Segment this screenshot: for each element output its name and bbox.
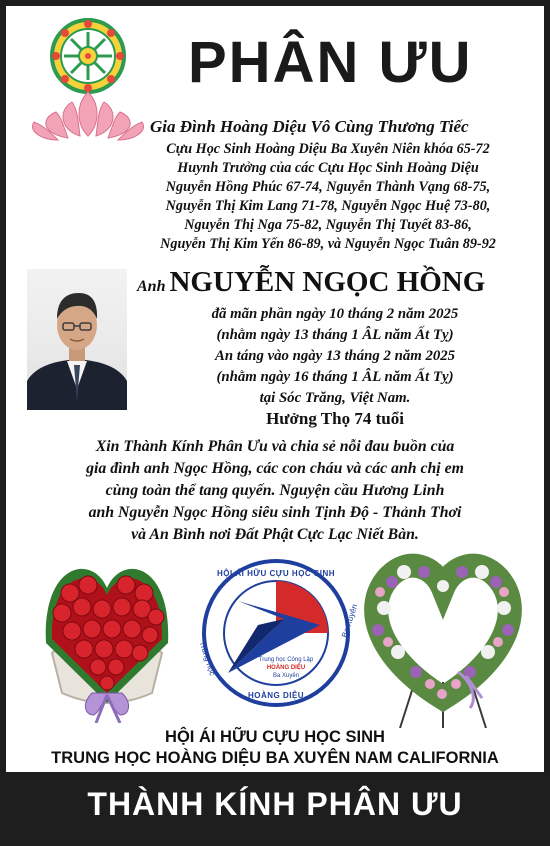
dharma-wheel-lotus-icon <box>28 12 148 144</box>
heart-wreath-icon <box>358 548 528 728</box>
deceased-name: NGUYỄN NGỌC HỒNG <box>169 266 486 298</box>
info-line: An táng vào ngày 13 tháng 2 năm 2025 <box>214 348 456 364</box>
list-line: Nguyễn Thị Kim Yến 86-89, và Nguyễn Ngọc Tuân 89-92 <box>160 236 496 252</box>
info-line: (nhằm ngày 13 tháng 1 ÂL năm Ất Tỵ) <box>216 327 454 343</box>
list-line: Nguyễn Thị Kim Lang 71-78, Nguyễn Ngọc Huệ 73-80, <box>165 198 491 214</box>
footer-condolence-text: THÀNH KÍNH PHÂN ƯU <box>87 786 463 822</box>
logo-ring-right-text: Ba Xuyên <box>340 602 360 639</box>
death-burial-info <box>140 304 530 409</box>
info-line: đã mãn phần ngày 10 tháng 2 năm 2025 <box>211 306 459 322</box>
logo-ring-bottom-text: HOÀNG DIỆU <box>247 691 305 700</box>
condolence-line: cùng toàn thể tang quyến. Nguyện cầu Hương Linh <box>105 482 445 499</box>
family-mourning-line: Gia Đình Hoàng Diệu Vô Cùng Thương Tiếc <box>150 117 469 136</box>
condolence-message <box>60 436 490 546</box>
deceased-name-row <box>137 266 485 299</box>
logo-inner-line: HOÀNG DIỆU <box>266 665 306 671</box>
association-name-line-1: HỘI ÁI HỮU CỰU HỌC SINH <box>165 728 385 746</box>
logo-inner-line: Trung học Công Lập <box>258 657 314 663</box>
logo-inner-line: Ba Xuyên <box>272 673 300 679</box>
list-line: Cựu Học Sinh Hoàng Diệu Ba Xuyên Niên khóa 65-72 <box>166 141 490 157</box>
family-members-list <box>118 140 538 254</box>
deceased-portrait-photo <box>27 269 127 410</box>
logo-ring-left-text: Trung học <box>197 640 218 677</box>
list-line: Huynh Trưởng của các Cựu Học Sinh Hoàng Diệu <box>177 160 479 176</box>
condolence-line: và An Bình nơi Đất Phật Cực Lạc Niết Bàn. <box>131 526 419 543</box>
list-line: Nguyễn Thị Nga 75-82, Nguyễn Thị Tuyết 83-86, <box>184 217 472 233</box>
logo-ring-top-text: HỘI ÁI HỮU CỰU HỌC SINH <box>216 569 336 578</box>
info-line: tại Sóc Trăng, Việt Nam. <box>259 390 411 406</box>
condolence-line: Xin Thành Kính Phân Ưu và chia sẻ nỗi đau buồn của <box>95 438 455 455</box>
list-line: Nguyễn Hồng Phúc 67-74, Nguyễn Thành Vạng 68-75, <box>165 179 491 195</box>
logo-inner-text <box>246 656 326 680</box>
info-line: (nhằm ngày 16 tháng 1 ÂL năm Ất Tỵ) <box>216 369 454 385</box>
condolence-line: anh Nguyễn Ngọc Hồng siêu sinh Tịnh Độ - Thảnh Thơi <box>88 504 462 521</box>
portrait-icon <box>27 269 127 410</box>
rose-heart-basket-icon <box>22 543 192 723</box>
condolence-line: gia đình anh Ngọc Hồng, các con cháu và các anh chị em <box>86 460 464 477</box>
name-prefix: Anh <box>137 278 166 295</box>
age-line: Hưởng Thọ 74 tuổi <box>266 409 404 428</box>
association-name-line-2: TRUNG HỌC HOÀNG DIỆU BA XUYÊN NAM CALIFORNIA <box>51 749 499 767</box>
page-title: PHÂN ƯU <box>188 30 473 95</box>
